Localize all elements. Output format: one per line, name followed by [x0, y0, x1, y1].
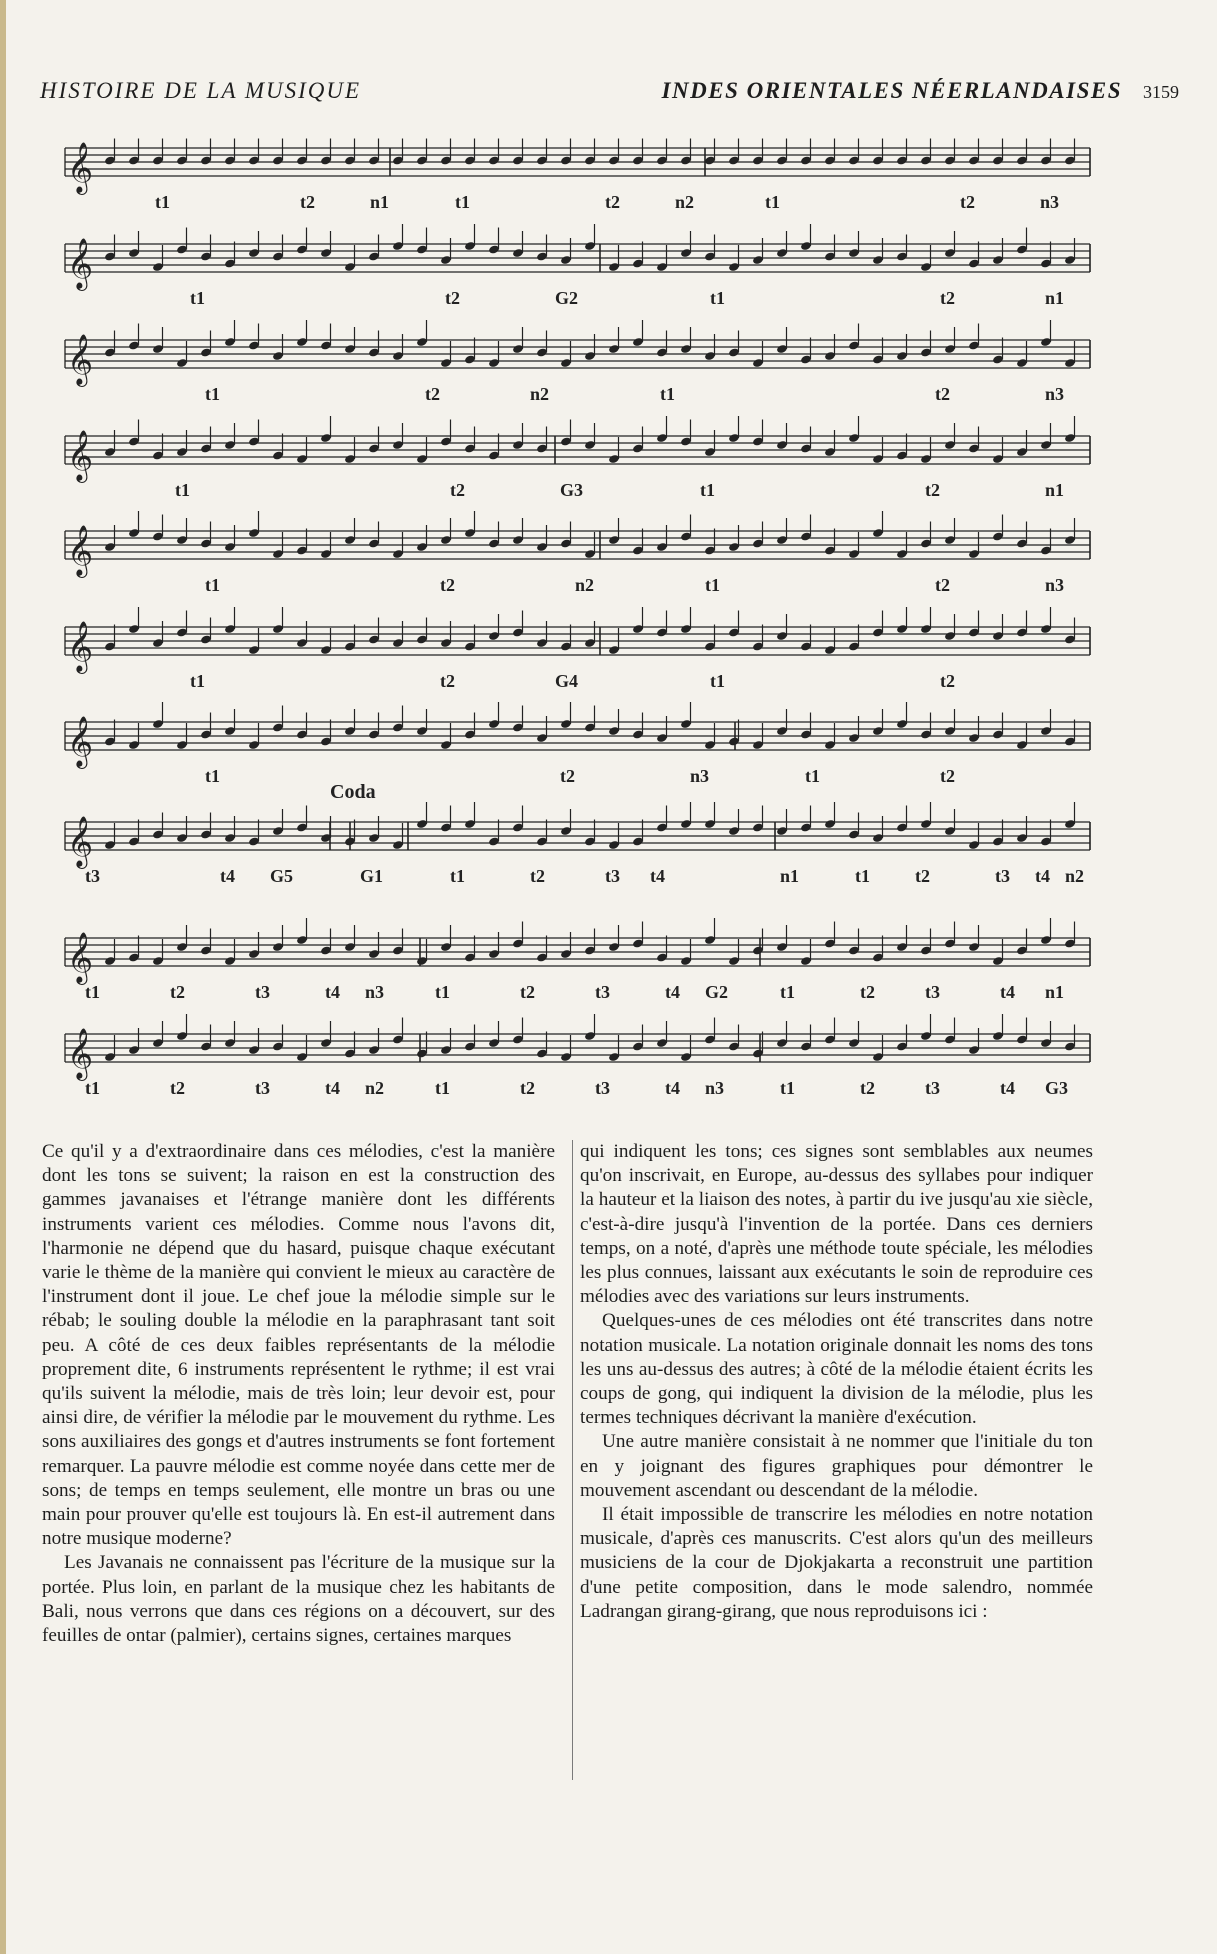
tone-label: t4 [650, 866, 665, 886]
tone-label: t1 [710, 671, 725, 691]
tone-label: t4 [220, 866, 235, 886]
tone-label: t1 [435, 982, 450, 1002]
tone-label: t3 [995, 866, 1010, 886]
tone-label: t4 [665, 982, 680, 1002]
tone-label: t4 [325, 982, 340, 1002]
tone-label: t2 [860, 982, 875, 1002]
tone-label: n3 [1045, 575, 1065, 595]
tone-label: t1 [205, 766, 220, 786]
tone-label: t1 [805, 766, 820, 786]
tone-label: t2 [960, 192, 975, 212]
tone-label: t1 [190, 671, 205, 691]
tone-label: G4 [555, 671, 579, 691]
tone-label: n2 [1065, 866, 1085, 886]
tone-label: t2 [860, 1078, 875, 1098]
tone-label: G1 [360, 866, 384, 886]
book-title: HISTOIRE DE LA MUSIQUE [40, 78, 362, 103]
tone-label: t1 [780, 1078, 795, 1098]
paragraph: Quelques-unes de ces mélodies ont été transcrites dans notre notation musicale. La notation originale donnait les noms des tons les uns au-dessus des autres; à côté de la mélodie étaient écrits les coups de gong, qui indiquent la division de la mélodie, plus les termes techniques décrivant la manière d'exécution. [580, 1310, 1093, 1429]
tone-label: t1 [765, 192, 780, 212]
treble-clef-icon: 𝄞 [67, 932, 94, 983]
tone-label: t3 [85, 866, 100, 886]
music-score [60, 130, 1100, 1110]
tone-label: t1 [700, 480, 715, 500]
paragraph: Ce qu'il y a d'extraordinaire dans ces mélodies, c'est la manière dont les tons se suivent; la raison en est la construction des gammes javanaises et l'étrange manière dont les différents instruments varient ces mélodies. Comme nous l'avons dit, l'harmonie ne dépend que du hasard, puisque chaque exécutant varie le thème de la manière qui convient le mieux au caractère de l'instrument dont il joue. Le chef joue la mélodie simple sur le rébab; le souling double la mélodie en la paraphrasant tant soit peu. A côté de ces deux faibles représentants de la mélodie proprement dite, 6 instruments représentent le rythme; il est vrai qu'ils suivent la mélodie, mais de très loin; leur devoir est, pour ainsi dire, de vérifier la mélodie par le mouvement du rythme. Les sons auxiliaires des gongs et d'autres instruments se font fortement remarquer. La pauvre mélodie est comme noyée dans cette mer de sons; de temps en temps seulement, elle montre un bras ou une main pour prouver qu'elle est toujours là. En est-il autrement dans notre musique moderne? [42, 1141, 555, 1550]
tone-label: G2 [555, 288, 579, 308]
tone-label: t3 [595, 982, 610, 1002]
tone-label: t2 [935, 575, 950, 595]
tone-label: t2 [940, 766, 955, 786]
tone-label: t3 [255, 982, 270, 1002]
page-number: 3159 [1143, 82, 1179, 102]
tone-label: t1 [450, 866, 465, 886]
tone-label: t2 [935, 384, 950, 404]
left-column [42, 1140, 555, 1648]
tone-label: t1 [705, 575, 720, 595]
tone-label: G5 [270, 866, 294, 886]
tone-label: n2 [675, 192, 695, 212]
tone-label: t4 [1000, 982, 1015, 1002]
tone-label: t3 [595, 1078, 610, 1098]
tone-label: t2 [450, 480, 465, 500]
tone-label: t2 [440, 671, 455, 691]
tone-label: t1 [710, 288, 725, 308]
tone-label: t1 [455, 192, 470, 212]
tone-label: n2 [530, 384, 550, 404]
treble-clef-icon: 𝄞 [67, 238, 94, 289]
tone-label: t2 [925, 480, 940, 500]
right-column [580, 1140, 1093, 1624]
tone-label: t1 [175, 480, 190, 500]
tone-label: t1 [780, 982, 795, 1002]
tone-label: n1 [780, 866, 800, 886]
column-rule [572, 1140, 573, 1780]
tone-label: n3 [705, 1078, 725, 1098]
tone-label: t4 [1035, 866, 1050, 886]
tone-label: n3 [365, 982, 385, 1002]
tone-label: n1 [1045, 288, 1065, 308]
tone-label: t3 [605, 866, 620, 886]
paragraph: Une autre manière consistait à ne nommer que l'initiale du ton en y joignant des figures graphiques pour démontrer le mouvement ascendant ou descendant de la mélodie. [580, 1431, 1093, 1501]
tone-label: t3 [925, 1078, 940, 1098]
tone-label: t1 [205, 384, 220, 404]
tone-label: t2 [425, 384, 440, 404]
tone-label: t2 [530, 866, 545, 886]
tone-label: t2 [520, 1078, 535, 1098]
tone-label: t1 [85, 1078, 100, 1098]
tone-label: t1 [85, 982, 100, 1002]
tone-label: n3 [690, 766, 710, 786]
tone-label: n2 [575, 575, 595, 595]
tone-label: n1 [1045, 480, 1065, 500]
treble-clef-icon: 𝄞 [67, 716, 94, 767]
tone-label: t1 [855, 866, 870, 886]
tone-label: t2 [560, 766, 575, 786]
tone-label: t2 [605, 192, 620, 212]
paragraph: qui indiquent les tons; ces signes sont semblables aux neumes qu'on inscrivait, en Europe, au-dessus des syllabes pour indiquer la hauteur et la liaison des notes, à partir du ive jusqu'au xie siècle, c'est-à-dire jusqu'à l'invention de la portée. Dans ces derniers temps, on a noté, d'après une méthode toute spéciale, les mélodies les plus connues, laissant aux exécutants le soin de reproduire ces mélodies avec des variations sur leurs instruments. [580, 1141, 1093, 1308]
coda-label: Coda [330, 781, 376, 803]
tone-label: t1 [435, 1078, 450, 1098]
tone-label: t1 [205, 575, 220, 595]
tone-label: t2 [520, 982, 535, 1002]
tone-label: n3 [1045, 384, 1065, 404]
tone-label: n1 [370, 192, 390, 212]
treble-clef-icon: 𝄞 [67, 1028, 94, 1079]
tone-label: t1 [155, 192, 170, 212]
tone-label: t2 [940, 288, 955, 308]
tone-label: t2 [915, 866, 930, 886]
treble-clef-icon: 𝄞 [67, 142, 94, 193]
treble-clef-icon: 𝄞 [67, 621, 94, 672]
treble-clef-icon: 𝄞 [67, 430, 94, 481]
paragraph: Il était impossible de transcrire les mélodies en notre notation musicale, d'après ces manuscrits. C'est alors qu'un des meilleurs musiciens de la cour de Djokjakarta a reconstruit une partition d'une petite composition, dans le mode salendro, nommée Ladrangan girang-girang, que nous reproduisons ici : [580, 1504, 1093, 1622]
chapter-title: INDES ORIENTALES NÉERLANDAISES [661, 78, 1122, 103]
tone-label: t2 [940, 671, 955, 691]
treble-clef-icon: 𝄞 [67, 334, 94, 385]
tone-label: t4 [325, 1078, 340, 1098]
tone-label: G2 [705, 982, 729, 1002]
tone-label: t1 [660, 384, 675, 404]
tone-label: t2 [300, 192, 315, 212]
tone-label: t2 [440, 575, 455, 595]
tone-label: n3 [1040, 192, 1060, 212]
tone-label: n2 [365, 1078, 385, 1098]
treble-clef-icon: 𝄞 [67, 525, 94, 576]
tone-label: G3 [560, 480, 584, 500]
text-columns [42, 1140, 1112, 1930]
tone-label: t3 [925, 982, 940, 1002]
paragraph: Les Javanais ne connaissent pas l'écriture de la musique sur la portée. Plus loin, en parlant de la musique chez les habitants de Bali, nous verrons que dans ces régions on a découvert, sur des feuilles de ontar (palmier), certains signes, certaines marques [42, 1552, 555, 1647]
tone-label: t1 [190, 288, 205, 308]
tone-label: t4 [665, 1078, 680, 1098]
running-head [40, 78, 1122, 110]
treble-clef-icon: 𝄞 [67, 816, 94, 867]
tone-label: n1 [1045, 982, 1065, 1002]
tone-label: t2 [445, 288, 460, 308]
tone-label: t2 [170, 982, 185, 1002]
tone-label: t3 [255, 1078, 270, 1098]
page-binding-edge [0, 0, 6, 1954]
tone-label: t4 [1000, 1078, 1015, 1098]
tone-label: t2 [170, 1078, 185, 1098]
tone-label: G3 [1045, 1078, 1069, 1098]
